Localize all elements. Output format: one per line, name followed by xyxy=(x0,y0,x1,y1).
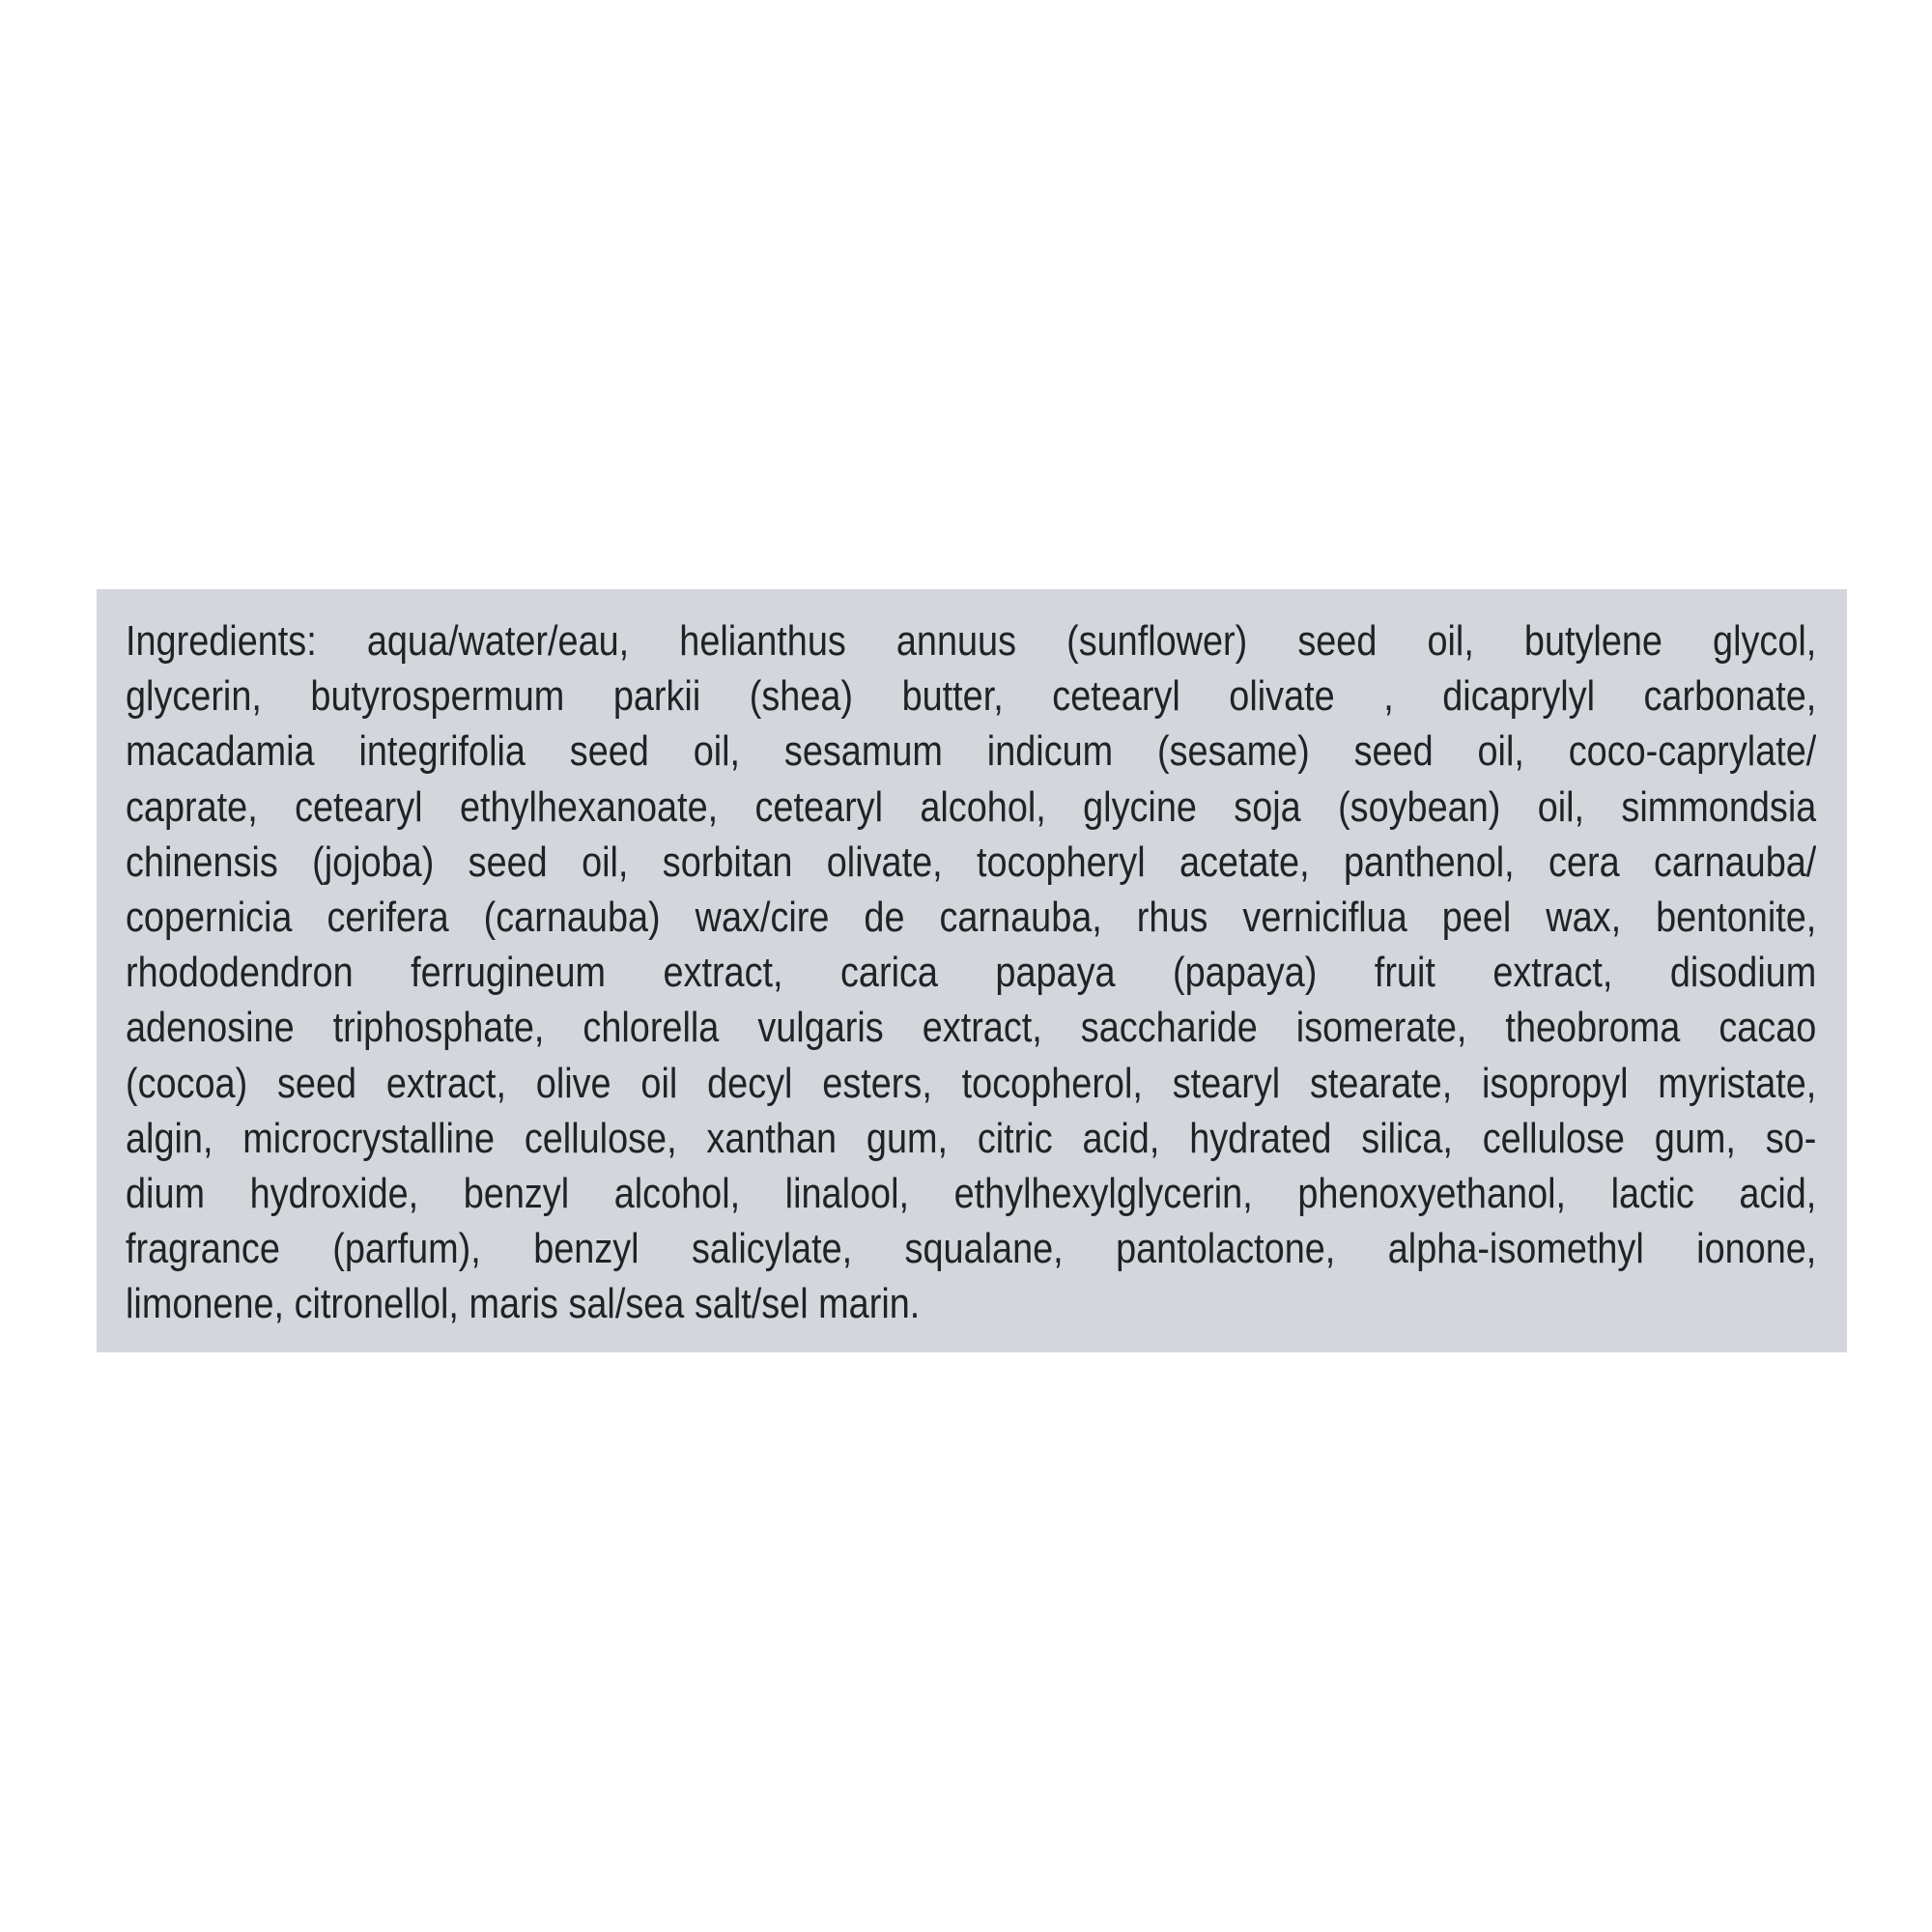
ingredients-line-1: Ingredients: aqua/water/eau, helianthus annuus (sunflower) seed oil, butylene glycol, xyxy=(126,617,1817,665)
ingredients-line-11: dium hydroxide, benzyl alcohol, linalool, ethylhexylglycerin, phenoxyethanol, lactic acid, xyxy=(126,1169,1817,1217)
ingredients-line-5: chinensis (jojoba) seed oil, sorbitan olivate, tocopheryl acetate, panthenol, cera carnauba/ xyxy=(126,838,1817,886)
ingredients-line-12: fragrance (parfum), benzyl salicylate, squalane, pantolactone, alpha-isomethyl ionone, xyxy=(126,1225,1817,1273)
ingredients-label-panel xyxy=(97,589,1847,1352)
ingredients-line-8: adenosine triphosphate, chlorella vulgaris extract, saccharide isomerate, theobroma cacao xyxy=(126,1004,1817,1052)
ingredients-line-10: algin, microcrystalline cellulose, xanthan gum, citric acid, hydrated silica, cellulose gum, so- xyxy=(126,1114,1817,1162)
ingredients-list xyxy=(126,613,1816,1331)
ingredients-line-4: caprate, cetearyl ethylhexanoate, cetearyl alcohol, glycine soja (soybean) oil, simmondsia xyxy=(126,782,1817,831)
ingredients-line-13: limonene, citronellol, maris sal/sea salt/sel marin. xyxy=(126,1280,921,1328)
ingredients-line-7: rhododendron ferrugineum extract, carica papaya (papaya) fruit extract, disodium xyxy=(126,949,1817,997)
ingredients-line-3: macadamia integrifolia seed oil, sesamum indicum (sesame) seed oil, coco-caprylate/ xyxy=(126,727,1817,776)
ingredients-line-2: glycerin, butyrospermum parkii (shea) butter, cetearyl olivate , dicaprylyl carbonate, xyxy=(126,672,1817,721)
ingredients-line-9: (cocoa) seed extract, olive oil decyl esters, tocopherol, stearyl stearate, isopropyl myristate, xyxy=(126,1059,1817,1107)
ingredients-line-6: copernicia cerifera (carnauba) wax/cire de carnauba, rhus verniciflua peel wax, bentonite, xyxy=(126,893,1817,941)
